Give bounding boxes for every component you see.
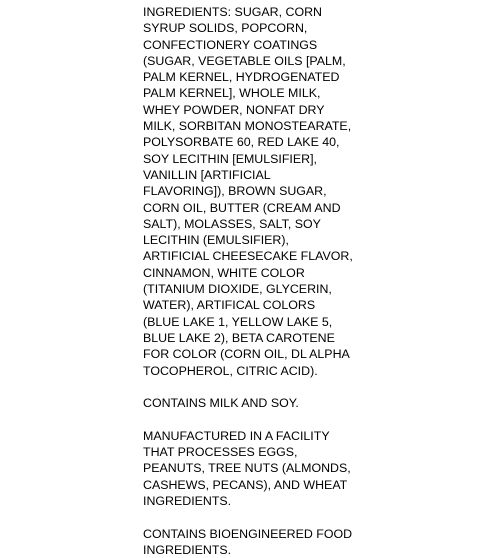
ingredients-line: TOCOPHEROL, CITRIC ACID). [143,363,363,379]
ingredients-line: POLYSORBATE 60, RED LAKE 40, [143,134,363,150]
ingredients-label-panel [143,4,363,558]
ingredients-line: INGREDIENTS: SUGAR, CORN [143,4,363,20]
ingredients-block [143,4,363,379]
ingredients-line: FLAVORING]), BROWN SUGAR, [143,183,363,199]
ingredients-line: ARTIFICIAL CHEESECAKE FLAVOR, [143,248,363,264]
ingredients-line: FOR COLOR (CORN OIL, DL ALPHA [143,346,363,362]
allergen-statement [143,395,363,411]
facility-line: INGREDIENTS. [143,493,363,509]
ingredients-line: SYRUP SOLIDS, POPCORN, [143,20,363,36]
ingredients-line: (TITANIUM DIOXIDE, GLYCERIN, [143,281,363,297]
ingredients-line: CONFECTIONERY COATINGS [143,37,363,53]
ingredients-line: PALM KERNEL], WHOLE MILK, [143,85,363,101]
ingredients-line: LECITHIN (EMULSIFIER), [143,232,363,248]
facility-line: PEANUTS, TREE NUTS (ALMONDS, [143,460,363,476]
ingredients-line: (BLUE LAKE 1, YELLOW LAKE 5, [143,314,363,330]
bioengineered-statement [143,526,363,558]
facility-line: CASHEWS, PECANS), AND WHEAT [143,477,363,493]
allergen-line: CONTAINS MILK AND SOY. [143,395,363,411]
paragraph-spacer [143,509,363,525]
ingredients-line: BLUE LAKE 2), BETA CAROTENE [143,330,363,346]
paragraph-spacer [143,411,363,427]
ingredients-line: MILK, SORBITAN MONOSTEARATE, [143,118,363,134]
ingredients-line: WHEY POWDER, NONFAT DRY [143,102,363,118]
facility-statement [143,428,363,509]
facility-line: MANUFACTURED IN A FACILITY [143,428,363,444]
bioengineered-line: CONTAINS BIOENGINEERED FOOD [143,526,363,542]
ingredients-line: CINNAMON, WHITE COLOR [143,265,363,281]
paragraph-spacer [143,379,363,395]
ingredients-line: SALT), MOLASSES, SALT, SOY [143,216,363,232]
ingredients-line: PALM KERNEL, HYDROGENATED [143,69,363,85]
ingredients-line: SOY LECITHIN [EMULSIFIER], [143,151,363,167]
ingredients-line: (SUGAR, VEGETABLE OILS [PALM, [143,53,363,69]
facility-line: THAT PROCESSES EGGS, [143,444,363,460]
bioengineered-line: INGREDIENTS. [143,542,363,558]
ingredients-line: CORN OIL, BUTTER (CREAM AND [143,200,363,216]
ingredients-line: WATER), ARTIFICAL COLORS [143,297,363,313]
ingredients-line: VANILLIN [ARTIFICIAL [143,167,363,183]
